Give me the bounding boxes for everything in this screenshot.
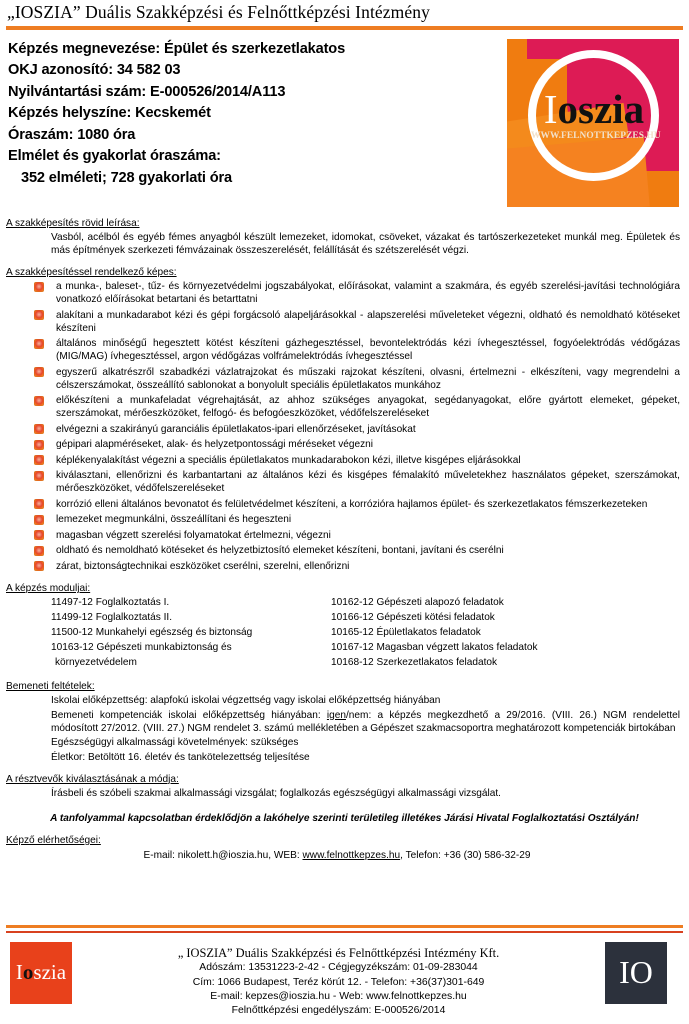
- bullet-square-icon: [34, 339, 44, 349]
- bullet-square-icon: [34, 530, 44, 540]
- list-item-text: képlékenyalakítást végezni a speciális épületlakatos munkadarabokon kézi, illetve kisgépes eljárásokkal: [56, 454, 521, 466]
- competences-list: [6, 280, 683, 573]
- bullet-square-icon: [34, 561, 44, 571]
- section-heading-short-description: A szakképesítés rövid leírása:: [6, 218, 140, 229]
- footer-logo-o: o: [22, 960, 34, 985]
- header-divider-orange: [6, 26, 683, 30]
- logo-wordmark-i: I: [543, 86, 558, 132]
- phone-value: +36 (30) 586-32-29: [443, 849, 531, 861]
- list-item-text: egyszerű alkatrészről szabadkézi vázlatrajzokat és műszaki rajzokat készíteni, olvasni, értelmezni - elkészíteni, vagy megrendelni a célszerszámokat, összeállító sablonokat a bonyolult speciális épületlakatos munkához: [56, 366, 680, 391]
- module-item: 10167-12 Magasban végzett lakatos feladatok: [331, 641, 538, 653]
- list-item: [6, 438, 683, 451]
- web-link[interactable]: www.felnottkepzes.hu: [302, 849, 401, 861]
- list-item: [6, 337, 683, 363]
- list-item: [6, 498, 683, 511]
- section-heading-competences: A szakképesítéssel rendelkező képes:: [6, 267, 177, 279]
- list-item: [6, 309, 683, 335]
- section-heading-selection: A résztvevők kiválasztásának a módja:: [6, 773, 179, 785]
- bullet-square-icon: [34, 367, 44, 377]
- list-item-text: zárat, biztonságtechnikai eszközöket cserélni, szerelni, ellenőrizni: [56, 560, 350, 572]
- logo-wordmark: [531, 86, 657, 132]
- list-item-text: oldható és nemoldható kötéseket és helyzetbiztosító elemeket készíteni, bontani, javítani és cserélni: [56, 545, 504, 557]
- footer-tax-number: Adószám: 13531223-2-42 - Cégjegyzékszám: 01-09-283044: [199, 962, 478, 974]
- footer-content-row: [0, 933, 689, 1024]
- inline-underlined-token: igen: [326, 709, 346, 721]
- modules-table: [51, 596, 683, 671]
- list-item: [6, 423, 683, 436]
- field-location: Képzés helyszíne: Kecskemét: [8, 105, 211, 122]
- bullet-square-icon: [34, 424, 44, 434]
- footer-contact: E-mail: kepzes@ioszia.hu - Web: www.felnottkepzes.hu: [210, 990, 467, 1002]
- entry-condition-health: Egészségügyi alkalmassági követelmények: szükséges: [51, 737, 299, 749]
- list-item-text: alakítani a munkadarabot kézi és gépi forgácsoló alapeljárásokkal - alapszerelési műveleteket végezni, oldható és nemoldható kötéseket készíteni: [56, 309, 680, 334]
- web-label: WEB:: [273, 849, 300, 861]
- module-item: 11497-12 Foglalkoztatás I.: [51, 596, 170, 608]
- module-item-continuation: környezetvédelem: [55, 656, 137, 668]
- list-item: [6, 529, 683, 542]
- comma-2: ,: [400, 849, 403, 861]
- provider-contact-line: [51, 849, 683, 862]
- footer-company-details: [72, 942, 605, 1018]
- module-item: 10166-12 Gépészeti kötési feladatok: [331, 611, 495, 623]
- bullet-square-icon: [34, 440, 44, 450]
- list-item: [6, 544, 683, 557]
- course-summary-fields: [6, 39, 507, 189]
- field-total-hours: Óraszám: 1080 óra: [8, 126, 136, 143]
- list-item: [6, 394, 683, 420]
- field-registration-number: Nyilvántartási szám: E-000526/2014/A113: [8, 83, 286, 100]
- ioszia-logo: [507, 39, 679, 207]
- list-item-text: korrózió elleni általános bevonatot és felületvédelmet készíteni, a korrózióra hajlamos épület- és szerkezetlakatos fémszerkezeteken: [56, 498, 648, 510]
- entry-condition-competences-text: Bemeneti kompetenciák iskolai előképzettség hiányában: igen/nem: a képzés megkezdhető a 29/2016. (VIII. 26.) NGM rendelettel módosított 27/2012. (VIII. 27.) NGM rendelet 3. számú mellékletében a Gépészet szakmacsoportra meghatározott kompetenciák birtokában: [51, 709, 680, 734]
- field-theory-practice-value: 352 elméleti; 728 gyakorlati óra: [21, 169, 232, 186]
- footer-dividers: [0, 925, 689, 933]
- logo-wordmark-szia: szia: [578, 86, 645, 132]
- section-heading-entry-conditions: Bemeneti feltételek:: [6, 680, 95, 692]
- entry-conditions-lines: [51, 694, 680, 764]
- list-item-text: lemezeket megmunkálni, összeállítani és hegeszteni: [56, 514, 292, 526]
- list-item-text: előkészíteni a munkafeladat végrehajtását, az ahhoz szükséges anyagokat, segédanyagokat, előre gyártott elemeket, gépeket, szerszámokat, mérőeszközöket, felfogó- és befogóeszközöket, védőfelszereléseket: [56, 395, 680, 420]
- modules-column-left: [51, 596, 331, 671]
- bullet-square-icon: [34, 471, 44, 481]
- bullet-square-icon: [34, 310, 44, 320]
- logo-wordmark-o: o: [557, 86, 579, 132]
- list-item-text: kiválasztani, ellenőrizni és karbantartani az általános kézi és kisgépes fémalakító műveletekhez használatos gépeket, szerszámokat, mérőeszközöket, védőfelszereléseket: [56, 470, 680, 495]
- list-item: [6, 454, 683, 467]
- module-item: 11500-12 Munkahelyi egészség és biztonság: [51, 626, 253, 638]
- entry-condition-competences: [51, 709, 680, 735]
- selection-text: Írásbeli és szóbeli szakmai alkalmassági vizsgálat; foglalkozás egészségügyi alkalmassági vizsgálat.: [51, 787, 501, 799]
- footer-company-name: „ IOSZIA” Duális Szakképzési és Felnőttképzési Intézmény Kft.: [177, 945, 500, 960]
- module-item: 10162-12 Gépészeti alapozó feladatok: [331, 596, 504, 608]
- footer-divider-orange: [6, 925, 683, 928]
- module-item: 11499-12 Foglalkoztatás II.: [51, 611, 173, 623]
- footer-logo-i: I: [15, 960, 23, 985]
- entry-condition-age: Életkor: Betöltött 16. életév és tankötelezettség teljesítése: [51, 751, 310, 763]
- bullet-square-icon: [34, 396, 44, 406]
- institution-title: „IOSZIA” Duális Szakképzési és Felnőttképzési Intézmény: [7, 2, 430, 22]
- header-summary-block: [6, 39, 683, 207]
- list-item-text: gépipari alapméréseket, alak- és helyzetpontossági méréseket végezni: [56, 439, 374, 451]
- list-item: [6, 280, 683, 306]
- list-item: [6, 560, 683, 573]
- callout-notice: A tanfolyammal kapcsolatban érdeklődjön a lakóhelye szerinti területileg illetékes Járási Hivatal Foglalkoztatási Osztályán!: [50, 812, 639, 824]
- bullet-square-icon: [34, 282, 44, 292]
- module-item: 10163-12 Gépészeti munkabiztonság és: [51, 641, 232, 653]
- bullet-square-icon: [34, 499, 44, 509]
- modules-column-right: [331, 596, 611, 671]
- phone-label: Telefon:: [405, 849, 441, 861]
- module-item: 10165-12 Épületlakatos feladatok: [331, 626, 481, 638]
- logo-url: WWW.FELNOTTKEPZES.HU: [531, 131, 661, 141]
- list-item-text: magasban végzett szerelési folyamatokat értelmezni, végezni: [56, 529, 331, 541]
- footer-logo-io: IO: [605, 942, 667, 1004]
- field-okj-id: OKJ azonosító: 34 582 03: [8, 62, 181, 79]
- email-label: E-mail:: [143, 849, 175, 861]
- list-item-text: általános minőségű hegesztett kötést készíteni gázhegesztéssel, bevontelektródás kézi ívhegesztéssel, fogyóelektródás védőgázas (MIG/MAG) ívhegesztéssel, argon védőgázas volfrámelektródás ívhegesztéssel: [56, 338, 680, 363]
- list-item-text: a munka-, baleset-, tűz- és környezetvédelmi jogszabályokat, előírásokat, valamint a szakmára, és egyéb szerelési-javítási technológiára vonatkozó előírásokat betartani és betarttatni: [56, 281, 680, 306]
- list-item-text: elvégezni a szakirányú garanciális épületlakatos-ipari ellenőrzéseket, javításokat: [56, 423, 416, 435]
- document-header: [6, 0, 683, 207]
- list-item: [6, 366, 683, 392]
- selection-lines: [51, 787, 680, 800]
- footer-address: Cím: 1066 Budapest, Teréz körút 12. - Telefon: +36(37)301-649: [192, 976, 485, 988]
- footer-license: Felnőttképzési engedélyszám: E-000526/2014: [231, 1004, 446, 1016]
- section-heading-provider-contacts: Képző elérhetőségei:: [6, 834, 101, 846]
- field-course-name: Képzés megnevezése: Épület és szerkezetlakatos: [8, 41, 346, 57]
- list-item: [6, 513, 683, 526]
- bullet-square-icon: [34, 515, 44, 525]
- bullet-square-icon: [34, 455, 44, 465]
- short-description-text: Vasból, acélból és egyéb fémes anyagból készült lemezeket, idomokat, csöveket, vázakat és tartószerkezeteket munkál meg. Épületek és más építmények szerkezeti fémvázainak összeszerelését, felállítását és szétszerelését végzi.: [51, 232, 680, 257]
- document-footer: [0, 925, 689, 1024]
- section-heading-modules: A képzés moduljai:: [6, 582, 91, 594]
- document-body: [6, 217, 683, 862]
- bullet-square-icon: [34, 546, 44, 556]
- email-value: nikolett.h@ioszia.hu: [177, 849, 269, 861]
- module-item: 10168-12 Szerkezetlakatos feladatok: [331, 656, 498, 668]
- comma-1: ,: [268, 849, 272, 861]
- footer-logo-ioszia: [10, 942, 72, 1004]
- list-item: [6, 469, 683, 495]
- footer-logo-szia: szia: [33, 960, 67, 985]
- field-theory-practice-label: Elmélet és gyakorlat óraszáma:: [8, 148, 221, 165]
- entry-condition-education: Iskolai előképzettség: alapfokú iskolai végzettség vagy iskolai előképzettség hiányában: [51, 694, 441, 706]
